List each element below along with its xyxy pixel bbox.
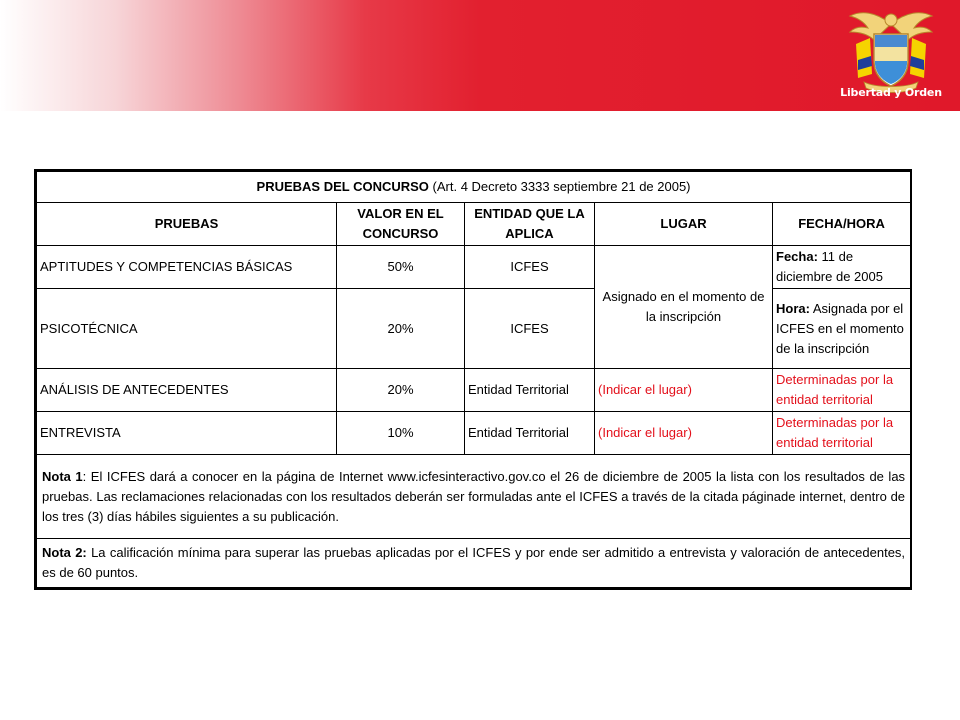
cell-hora: Hora: Asignada por el ICFES en el momento de la inscripción <box>773 289 911 369</box>
column-header-valor: VALOR EN EL CONCURSO <box>337 203 465 246</box>
cell-lugar: (Indicar el lugar) <box>595 369 773 412</box>
header-banner <box>0 0 960 111</box>
column-header-lugar: LUGAR <box>595 203 773 246</box>
cell-lugar-icfes: Asignado en el momento de la inscripción <box>595 246 773 369</box>
cell-entidad: ICFES <box>465 246 595 289</box>
cell-valor: 50% <box>337 246 465 289</box>
note-2: Nota 2: La calificación mínima para superar las pruebas aplicadas por el ICFES y por ende ser admitido a entrevista y valoración de antecedentes, es de 60 puntos. <box>37 539 911 588</box>
cell-fecha: Determinadas por la entidad territorial <box>773 412 911 455</box>
column-header-pruebas: PRUEBAS <box>37 203 337 246</box>
cell-prueba: PSICOTÉCNICA <box>37 289 337 369</box>
cell-entidad: ICFES <box>465 289 595 369</box>
cell-valor: 20% <box>337 289 465 369</box>
cell-entidad: Entidad Territorial <box>465 412 595 455</box>
table-row <box>37 246 911 289</box>
cell-entidad: Entidad Territorial <box>465 369 595 412</box>
contest-tests-table <box>34 169 912 590</box>
table-title: PRUEBAS DEL CONCURSO (Art. 4 Decreto 3333 septiembre 21 de 2005) <box>37 172 911 203</box>
cell-valor: 20% <box>337 369 465 412</box>
table-row <box>37 289 911 369</box>
cell-prueba: ENTREVISTA <box>37 412 337 455</box>
cell-fecha: Fecha: 11 de diciembre de 2005 <box>773 246 911 289</box>
emblem-caption: Libertad y Orden <box>840 86 942 99</box>
column-header-entidad: ENTIDAD QUE LA APLICA <box>465 203 595 246</box>
table-row <box>37 369 911 412</box>
cell-fecha: Determinadas por la entidad territorial <box>773 369 911 412</box>
cell-prueba: ANÁLISIS DE ANTECEDENTES <box>37 369 337 412</box>
note-1: Nota 1: El ICFES dará a conocer en la página de Internet www.icfesinteractivo.gov.co el 26 de diciembre de 2005 la lista con los resultados de las pruebas. Las reclamaciones relacionadas con los resultados deberán ser formuladas ante el ICFES a través de la citada páginade internet, dentro de los tres (3) días hábiles siguientes a su publicación. <box>37 455 911 539</box>
cell-prueba: APTITUDES Y COMPETENCIAS BÁSICAS <box>37 246 337 289</box>
cell-valor: 10% <box>337 412 465 455</box>
column-header-fecha-hora: FECHA/HORA <box>773 203 911 246</box>
cell-lugar: (Indicar el lugar) <box>595 412 773 455</box>
table-row <box>37 412 911 455</box>
